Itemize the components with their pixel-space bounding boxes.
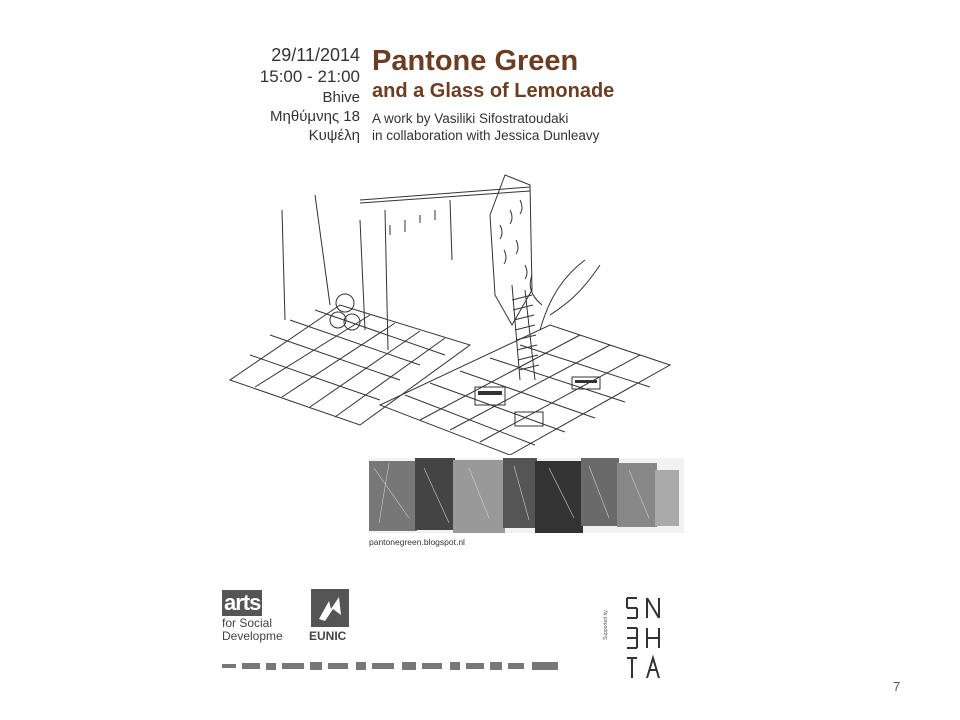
event-info xyxy=(222,44,360,145)
poster-subtitle: and a Glass of Lemonade xyxy=(372,80,615,102)
arts-logo-line-1: for Social xyxy=(222,616,273,630)
arts-logo-line-2: Developme xyxy=(222,629,283,643)
photo-strip xyxy=(369,458,684,533)
blog-url[interactable]: pantonegreen.blogspot.nl xyxy=(369,537,465,547)
eunic-logo xyxy=(309,589,353,647)
poster-title: Pantone Green xyxy=(372,45,579,77)
event-date: 29/11/2014 xyxy=(271,45,360,65)
arts-for-social-development-logo xyxy=(222,590,294,645)
sponsor-logos-row xyxy=(222,659,562,673)
credit-line-1: A work by Vasiliki Sifostratoudaki xyxy=(372,111,569,126)
event-district: Κυψέλη xyxy=(308,127,360,144)
event-venue: Bhive xyxy=(322,89,360,106)
arts-logo-word: arts xyxy=(224,590,261,615)
credit-line-2: in collaboration with Jessica Dunleavy xyxy=(372,128,600,143)
eunic-label: EUNIC xyxy=(309,629,347,643)
event-street: Μηθύμνης 18 xyxy=(270,108,360,125)
installation-sketch xyxy=(220,155,690,455)
page-number: 7 xyxy=(893,679,901,694)
event-time: 15:00 - 21:00 xyxy=(259,67,360,86)
onassis-stegi-logo xyxy=(621,594,671,684)
title-block xyxy=(372,44,692,144)
eunic-mark-icon xyxy=(311,589,349,627)
supported-by-label: Supported by xyxy=(603,610,609,640)
